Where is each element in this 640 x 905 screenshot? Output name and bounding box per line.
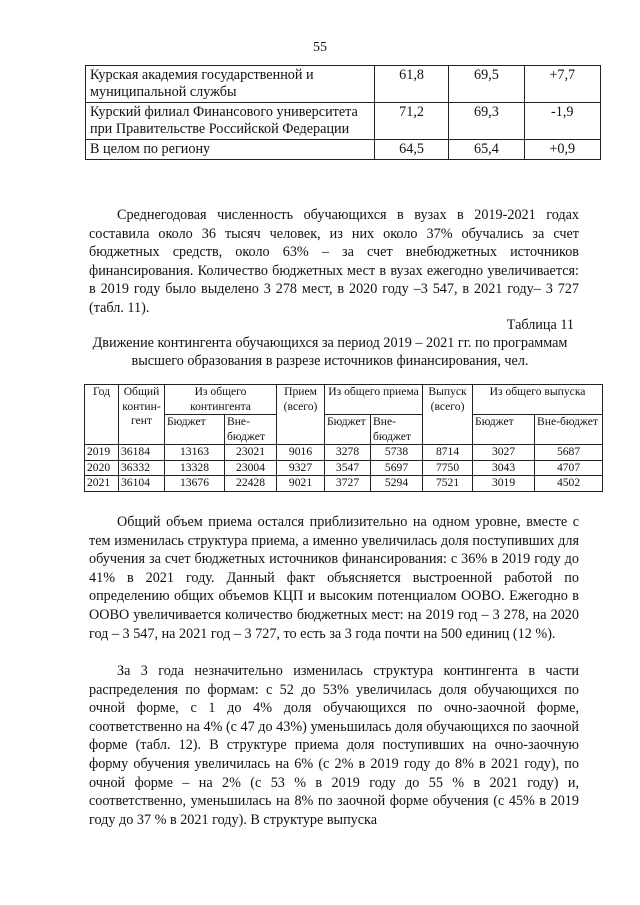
- cell: 5697: [371, 460, 423, 476]
- table-row: [86, 140, 601, 160]
- table-row: [85, 445, 603, 461]
- value-cell: 64,5: [374, 140, 448, 160]
- cell: 13328: [165, 460, 225, 476]
- cell: 3043: [473, 460, 535, 476]
- header-of-admission: Из общего приема: [325, 385, 423, 415]
- table-row: [85, 460, 603, 476]
- cell: 5294: [371, 476, 423, 492]
- cell: 3547: [325, 460, 371, 476]
- cell: 23021: [225, 445, 277, 461]
- cell: 13676: [165, 476, 225, 492]
- paragraph-structure: За 3 года незначительно изменилась структура контингента в части распределения по формам: с 52 до 53% увеличилась доля обучающихся по очной форме, с 1 до 4% доля обучающихся по очно-заочной форме, соответственно на 4% (с 47 до 43%) уменьшилась доля обучающихся по заочной форме (табл. 12). В структуре приема доля поступивших на очно-заочную форму обучения увеличилась на 6% (с 2% в 2019 году до 8% в 2021 году), по очной форме – на 2% (с 53 % в 2019 году до 55 % в 2021 году) и, соответственно, уменьшилась на 8% по заочной форме обучения (с 45% в 2019 году до 37 % в 2021 году). В структуре выпуска: [89, 663, 579, 828]
- value-cell: 69,3: [449, 103, 524, 140]
- cell: 3027: [473, 445, 535, 461]
- cell: 5738: [371, 445, 423, 461]
- header-budget: Бюджет: [325, 415, 371, 445]
- value-cell: +7,7: [524, 66, 600, 103]
- row-name: Курская академия государственной и муниципальной службы: [86, 66, 375, 103]
- header-of-graduation: Из общего выпуска: [473, 385, 603, 415]
- cell: 3278: [325, 445, 371, 461]
- value-cell: 69,5: [449, 66, 524, 103]
- paragraph-enrollment: Среднегодовая численность обучающихся в вузах в 2019-2021 годах составила около 36 тысяч человек, из них около 37% обучались за счет бюджетных средств, около 63% – за счет внебюджетных источников финансирования. Количество бюджетных мест в вузах ежегодно увеличивается: в 2019 году было выделено 3 278 мест, в 2020 году –3 547, в 2021 году– 3 727 (табл. 11).: [89, 207, 579, 316]
- cell: 9016: [277, 445, 325, 461]
- cell: 5687: [535, 445, 603, 461]
- cell: 13163: [165, 445, 225, 461]
- cell: 4707: [535, 460, 603, 476]
- header-of-total: Из общего контингента: [165, 385, 277, 415]
- cell: 36184: [119, 445, 165, 461]
- cell: 7521: [423, 476, 473, 492]
- cell: 36332: [119, 460, 165, 476]
- header-budget: Бюджет: [473, 415, 535, 445]
- value-cell: 65,4: [449, 140, 524, 160]
- cell: 23004: [225, 460, 277, 476]
- value-cell: -1,9: [524, 103, 600, 140]
- contingent-table: [84, 384, 603, 492]
- header-budget: Бюджет: [165, 415, 225, 445]
- table-row: [86, 103, 601, 140]
- cell: 36104: [119, 476, 165, 492]
- header-total: Общий контин-гент: [119, 385, 165, 445]
- header-row: [85, 385, 603, 415]
- header-year: Год: [85, 385, 119, 445]
- value-cell: +0,9: [524, 140, 600, 160]
- cell: 8714: [423, 445, 473, 461]
- page-number: 55: [313, 40, 327, 55]
- header-nonbudget: Вне-бюджет: [225, 415, 277, 445]
- university-share-table: [85, 65, 601, 160]
- cell: 22428: [225, 476, 277, 492]
- table-title: Движение контингента обучающихся за период 2019 – 2021 гг. по программам высшего образования в разрезе источников финансирования, чел.: [92, 335, 568, 369]
- header-nonbudget: Вне-бюджет: [535, 415, 603, 445]
- cell: 3019: [473, 476, 535, 492]
- cell: 9327: [277, 460, 325, 476]
- header-admission: Прием (всего): [277, 385, 325, 445]
- header-graduation: Выпуск (всего): [423, 385, 473, 445]
- cell: 2019: [85, 445, 119, 461]
- table-row: [86, 66, 601, 103]
- cell: 4502: [535, 476, 603, 492]
- cell: 3727: [325, 476, 371, 492]
- cell: 7750: [423, 460, 473, 476]
- cell: 9021: [277, 476, 325, 492]
- cell: 2021: [85, 476, 119, 492]
- value-cell: 71,2: [374, 103, 448, 140]
- cell: 2020: [85, 460, 119, 476]
- table-label: Таблица 11: [506, 317, 574, 333]
- row-name: В целом по региону: [86, 140, 375, 160]
- header-nonbudget: Вне-бюджет: [371, 415, 423, 445]
- value-cell: 61,8: [374, 66, 448, 103]
- paragraph-admission: Общий объем приема остался приблизительно на одном уровне, вместе с тем изменилась структура приема, а именно увеличилась доля поступивших для обучения за счет бюджетных источников финансирования: с 36% в 2019 году до 41% в 2021 году. Данный факт объясняется выстроенной работой по определению общих объемов КЦП и высоким потенциалом ООВО. Ежегодно в ООВО увеличивается количество бюджетных мест: на 2019 год – 3 278, на 2020 год – 3 547, на 2021 год – 3 727, то есть за 3 года почти на 500 единиц (12 %).: [89, 514, 579, 642]
- row-name: Курский филиал Финансового университета при Правительстве Российской Федерации: [86, 103, 375, 140]
- table-row: [85, 476, 603, 492]
